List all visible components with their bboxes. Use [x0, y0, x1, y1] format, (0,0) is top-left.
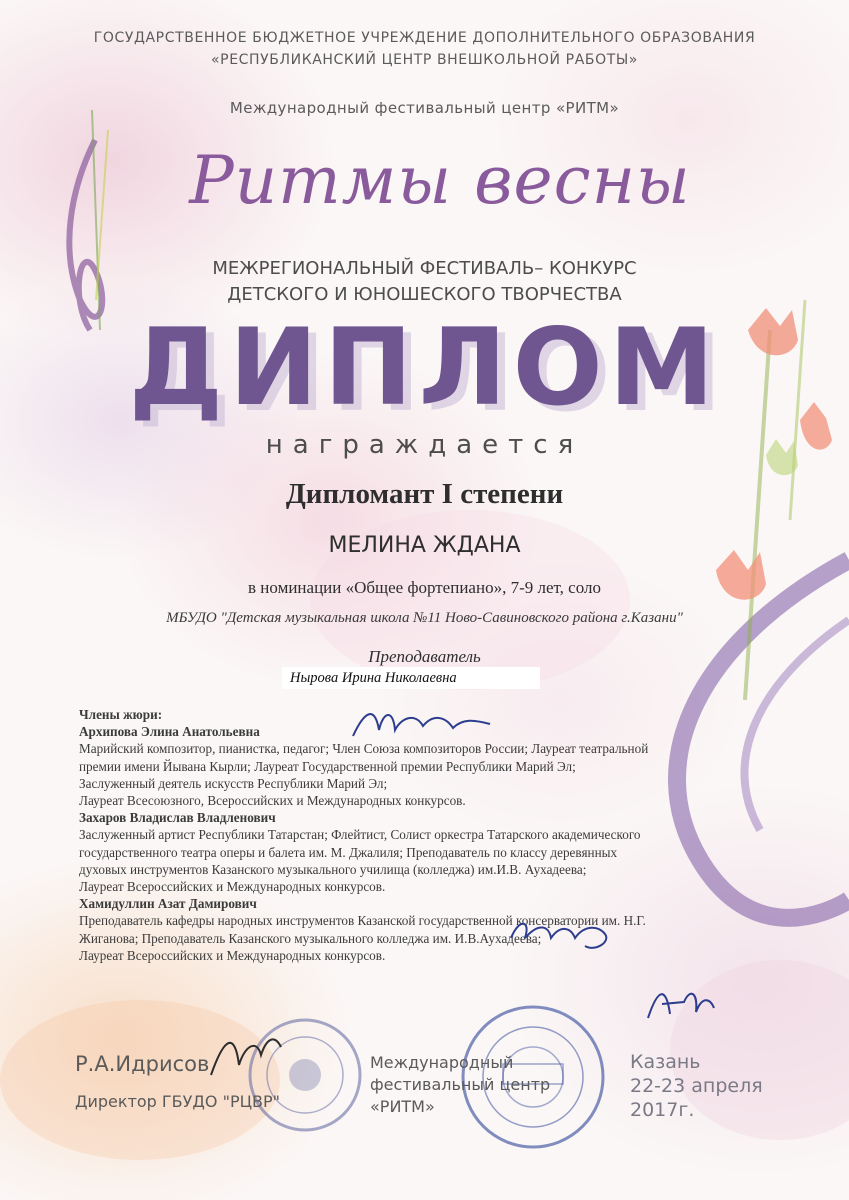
nomination-text: в номинации «Общее фортепиано», 7-9 лет, соло — [248, 578, 601, 597]
jury-member-bio-line: Лауреат Всесоюзного, Всероссийских и Международных конкурсов. — [79, 793, 466, 809]
school-name: МБУДО "Детская музыкальная школа №11 Ново-Савиновского района г.Казани" — [166, 610, 683, 626]
festival-center-footer-line-1: Международный — [370, 1053, 514, 1072]
recipient-name: МЕЛИНА ЖДАНА — [328, 533, 521, 558]
event-dates: 22-23 апреля — [630, 1075, 763, 1097]
jury-member-name: Архипова Элина Анатольевна — [79, 724, 260, 740]
festival-name-line-1: МЕЖРЕГИОНАЛЬНЫЙ ФЕСТИВАЛЬ– КОНКУРС — [212, 258, 637, 279]
jury-member-bio-line: духовых инструментов Казанского музыкального училища (колледжа) им.И.В. Аухадеева; — [79, 861, 587, 877]
jury-member-bio-line: Заслуженный деятель искусств Республики Марий Эл; — [79, 775, 388, 791]
awarded-label: награждается — [265, 430, 584, 460]
award-degree: Дипломант I степени — [285, 478, 564, 510]
jury-member-bio-line: Заслуженный артист Республики Татарстан; Флейтист, Солист оркестра Татарского академического — [79, 827, 641, 843]
director-name: Р.А.Идрисов — [75, 1052, 210, 1076]
jury-member-bio-line: Лауреат Всероссийских и Международных конкурсов. — [79, 879, 386, 895]
jury-member-bio-line: Жиганова; Преподаватель Казанского музыкального колледжа им. И.В.Аухадеева; — [79, 930, 542, 946]
organization-line-2: «РЕСПУБЛИКАНСКИЙ ЦЕНТР ВНЕШКОЛЬНОЙ РАБОТЫ» — [211, 52, 638, 68]
festival-center-line: Международный фестивальный центр «РИТМ» — [229, 99, 620, 117]
jury-member-name: Захаров Владислав Владленович — [79, 810, 276, 826]
jury-signature-1 — [345, 700, 495, 750]
director-title: Директор ГБУДО "РЦВР" — [75, 1092, 280, 1111]
festival-center-footer-line-2: фестивальный центр — [370, 1075, 551, 1094]
festival-center-footer-line-3: «РИТМ» — [370, 1097, 435, 1116]
festival-logo-text: Ритмы весны — [189, 142, 691, 219]
jury-signature-2 — [505, 908, 625, 958]
jury-signature-3 — [640, 978, 720, 1028]
jury-member-name: Хамидуллин Азат Дамирович — [79, 896, 257, 912]
organization-line-1: ГОСУДАРСТВЕННОЕ БЮДЖЕТНОЕ УЧРЕЖДЕНИЕ ДОПОЛНИТЕЛЬНОГО ОБРАЗОВАНИЯ — [93, 30, 756, 46]
jury-member-bio-line: Лауреат Всероссийских и Международных конкурсов. — [79, 947, 386, 963]
jury-member-bio-line: Преподаватель кафедры народных инструментов Казанской государственной консерватории им. Н.Г. — [79, 913, 646, 929]
jury-member-bio-line: Марийский композитор, пианистка, педагог; Член Союза композиторов России; Лауреат театральной — [79, 741, 649, 757]
place-and-date — [630, 1050, 763, 1122]
jury-heading: Члены жюри: — [79, 707, 163, 722]
diploma-title: ДИПЛОМ — [128, 306, 721, 429]
director-signature — [205, 1025, 285, 1085]
festival-center-footer — [370, 1052, 550, 1118]
jury-member-bio-line: государственного театра оперы и балета им. М. Джалиля; Преподаватель по классу деревянных — [79, 844, 618, 860]
city-name: Казань — [630, 1051, 701, 1073]
jury-member-bio-line: премии имени Йывана Кырли; Лауреат Государственной премии Республики Марий Эл; — [79, 758, 576, 774]
teacher-name-field: Нырова Ирина Николаевна — [282, 667, 540, 689]
teacher-label: Преподаватель — [368, 647, 481, 666]
festival-name-line-2: ДЕТСКОГО И ЮНОШЕСКОГО ТВОРЧЕСТВА — [227, 284, 622, 305]
event-year: 2017г. — [630, 1099, 695, 1121]
